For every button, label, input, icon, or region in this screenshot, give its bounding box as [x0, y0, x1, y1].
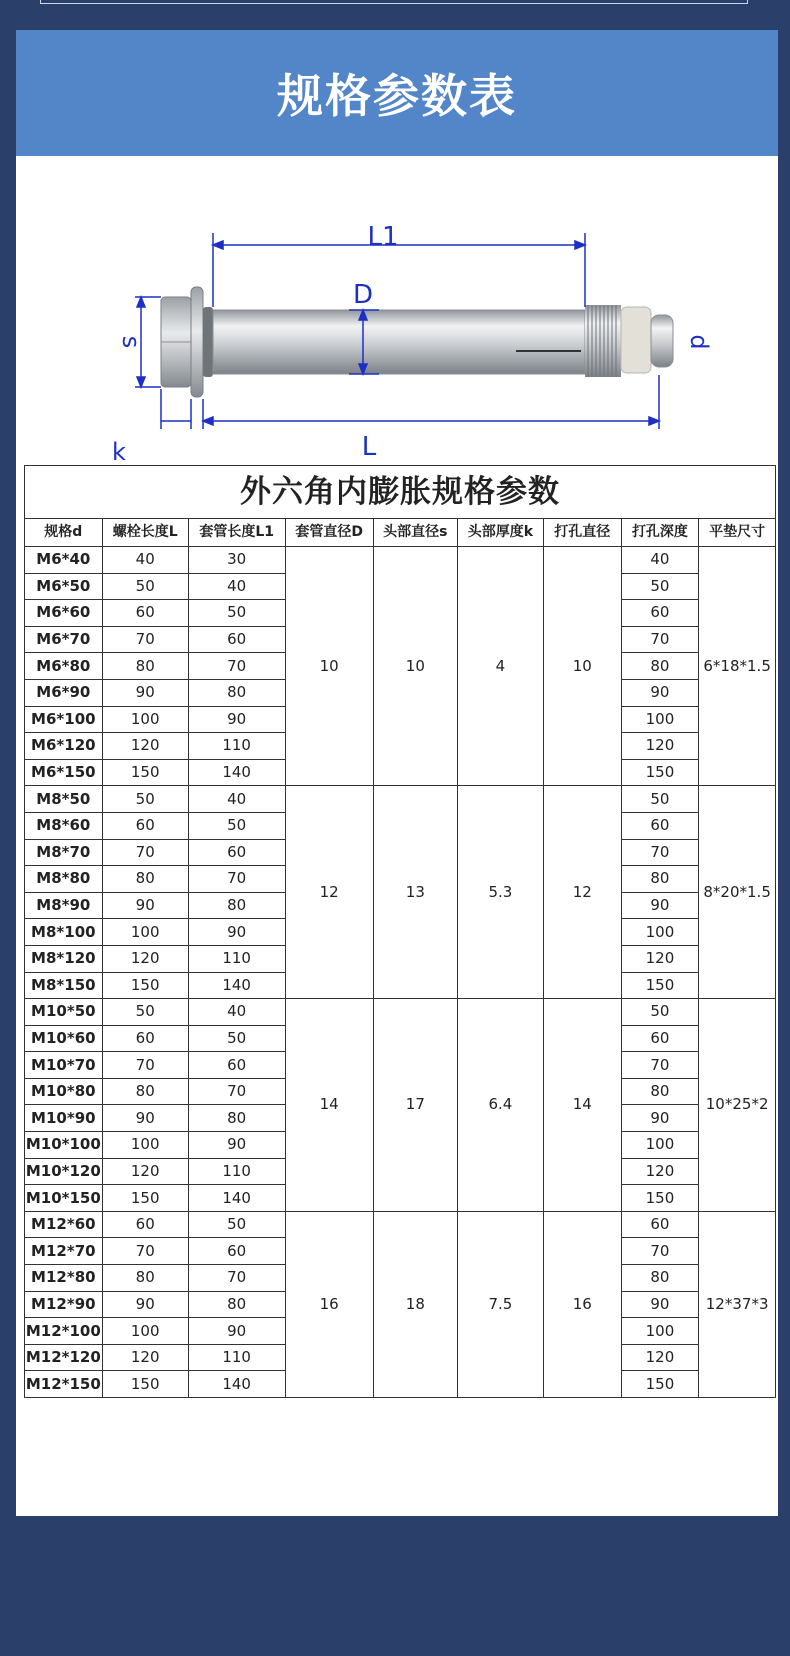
cell-bolt-length: 120 [102, 1344, 188, 1371]
cell-washer: 12*37*3 [699, 1211, 776, 1397]
cell-sleeve-length: 140 [188, 1185, 285, 1212]
cell-bolt-length: 60 [102, 1025, 188, 1052]
cell-hole-depth: 90 [621, 892, 699, 919]
cell-sleeve-length: 50 [188, 812, 285, 839]
cell-hole-depth: 80 [621, 1078, 699, 1105]
cell-bolt-length: 50 [102, 573, 188, 600]
cell-model: M8*60 [25, 812, 103, 839]
cell-sleeve-length: 90 [188, 706, 285, 733]
cell-model: M8*50 [25, 786, 103, 813]
cell-bolt-length: 100 [102, 706, 188, 733]
cell-hole-depth: 40 [621, 547, 699, 574]
cell-model: M10*80 [25, 1078, 103, 1105]
cell-model: M8*90 [25, 892, 103, 919]
cell-washer: 8*20*1.5 [699, 786, 776, 999]
cell-hole-depth: 150 [621, 759, 699, 786]
cell-hole-depth: 100 [621, 706, 699, 733]
cell-bolt-length: 90 [102, 1105, 188, 1132]
cell-model: M6*100 [25, 706, 103, 733]
title-banner [16, 30, 778, 156]
cell-model: M6*40 [25, 547, 103, 574]
cell-sleeve-diameter: 10 [285, 547, 373, 786]
cell-sleeve-length: 70 [188, 1078, 285, 1105]
cell-model: M6*60 [25, 600, 103, 627]
cell-hole-depth: 80 [621, 1265, 699, 1292]
cell-hole-depth: 120 [621, 1158, 699, 1185]
cell-hole-depth: 100 [621, 1318, 699, 1345]
cell-bolt-length: 150 [102, 1371, 188, 1398]
cell-sleeve-length: 40 [188, 573, 285, 600]
header-bolt-length: 螺栓长度L [102, 519, 188, 547]
cell-hole-depth: 90 [621, 679, 699, 706]
cell-model: M10*90 [25, 1105, 103, 1132]
cell-sleeve-length: 40 [188, 786, 285, 813]
cell-model: M6*80 [25, 653, 103, 680]
cell-hole-depth: 80 [621, 866, 699, 893]
cell-bolt-length: 80 [102, 1265, 188, 1292]
cell-bolt-length: 90 [102, 1291, 188, 1318]
cell-sleeve-length: 80 [188, 679, 285, 706]
cell-model: M10*50 [25, 999, 103, 1026]
cell-sleeve-length: 140 [188, 759, 285, 786]
cell-bolt-length: 100 [102, 919, 188, 946]
cell-model: M12*70 [25, 1238, 103, 1265]
cell-bolt-length: 90 [102, 679, 188, 706]
cell-bolt-length: 120 [102, 945, 188, 972]
cell-hole-diameter: 14 [543, 999, 621, 1212]
cell-bolt-length: 100 [102, 1132, 188, 1159]
bolt-tip [651, 315, 673, 367]
header-hole-depth: 打孔深度 [621, 519, 699, 547]
cell-sleeve-length: 110 [188, 945, 285, 972]
cell-model: M10*120 [25, 1158, 103, 1185]
header-washer: 平垫尺寸 [699, 519, 776, 547]
cell-model: M12*150 [25, 1371, 103, 1398]
cell-bolt-length: 70 [102, 626, 188, 653]
cell-hole-depth: 50 [621, 573, 699, 600]
cell-hole-depth: 50 [621, 999, 699, 1026]
cell-head-thickness: 4 [457, 547, 543, 786]
label-d: d [685, 334, 713, 350]
cell-hole-depth: 150 [621, 1371, 699, 1398]
top-frame-line [40, 0, 748, 4]
cell-sleeve-length: 90 [188, 919, 285, 946]
cell-washer: 10*25*2 [699, 999, 776, 1212]
cell-model: M8*70 [25, 839, 103, 866]
table-row [25, 786, 776, 813]
cell-model: M8*100 [25, 919, 103, 946]
label-L1: L1 [367, 222, 399, 252]
cell-hole-depth: 70 [621, 626, 699, 653]
cell-sleeve-length: 60 [188, 626, 285, 653]
cell-sleeve-diameter: 12 [285, 786, 373, 999]
cell-sleeve-length: 80 [188, 892, 285, 919]
cell-sleeve-length: 110 [188, 1158, 285, 1185]
spec-card [16, 30, 778, 1516]
cell-bolt-length: 60 [102, 600, 188, 627]
bolt-diagram [111, 215, 751, 495]
cell-model: M8*120 [25, 945, 103, 972]
cell-hole-depth: 100 [621, 1132, 699, 1159]
cell-bolt-length: 70 [102, 1238, 188, 1265]
cell-sleeve-length: 60 [188, 839, 285, 866]
cell-model: M8*150 [25, 972, 103, 999]
label-s: s [117, 335, 145, 349]
cell-sleeve-length: 50 [188, 1025, 285, 1052]
cell-sleeve-length: 140 [188, 972, 285, 999]
cell-sleeve-length: 50 [188, 1211, 285, 1238]
cell-model: M8*80 [25, 866, 103, 893]
nut-ring [203, 307, 213, 377]
header-row [25, 519, 776, 547]
cell-bolt-length: 100 [102, 1318, 188, 1345]
cell-sleeve-length: 50 [188, 600, 285, 627]
cell-sleeve-diameter: 14 [285, 999, 373, 1212]
cell-sleeve-length: 70 [188, 653, 285, 680]
cell-sleeve-length: 80 [188, 1105, 285, 1132]
cell-model: M6*120 [25, 733, 103, 760]
table-caption: 外六角内膨胀规格参数 [25, 466, 776, 519]
cell-bolt-length: 80 [102, 866, 188, 893]
cell-head-diameter: 18 [373, 1211, 457, 1397]
cell-model: M12*80 [25, 1265, 103, 1292]
cell-model: M6*70 [25, 626, 103, 653]
cell-hole-depth: 60 [621, 1211, 699, 1238]
cell-sleeve-length: 60 [188, 1052, 285, 1079]
cell-hole-depth: 150 [621, 1185, 699, 1212]
cell-head-diameter: 17 [373, 999, 457, 1212]
cell-sleeve-length: 80 [188, 1291, 285, 1318]
cell-bolt-length: 90 [102, 892, 188, 919]
header-hole-diameter: 打孔直径 [543, 519, 621, 547]
cell-model: M12*60 [25, 1211, 103, 1238]
cell-bolt-length: 120 [102, 1158, 188, 1185]
cell-hole-depth: 80 [621, 653, 699, 680]
header-sleeve-length: 套管长度L1 [188, 519, 285, 547]
cell-washer: 6*18*1.5 [699, 547, 776, 786]
cell-hole-depth: 120 [621, 945, 699, 972]
cell-hole-depth: 60 [621, 600, 699, 627]
cell-sleeve-length: 90 [188, 1318, 285, 1345]
cell-sleeve-length: 70 [188, 866, 285, 893]
label-L: L [361, 432, 377, 462]
cell-bolt-length: 80 [102, 653, 188, 680]
cell-sleeve-length: 110 [188, 1344, 285, 1371]
cell-model: M10*100 [25, 1132, 103, 1159]
cell-hole-depth: 50 [621, 786, 699, 813]
cell-model: M6*150 [25, 759, 103, 786]
header-model: 规格d [25, 519, 103, 547]
cell-head-diameter: 10 [373, 547, 457, 786]
cell-model: M10*150 [25, 1185, 103, 1212]
cell-model: M10*60 [25, 1025, 103, 1052]
cell-hole-depth: 60 [621, 1025, 699, 1052]
label-D: D [352, 280, 374, 310]
cell-hole-diameter: 12 [543, 786, 621, 999]
cell-head-thickness: 7.5 [457, 1211, 543, 1397]
cell-hole-depth: 90 [621, 1291, 699, 1318]
cell-sleeve-length: 70 [188, 1265, 285, 1292]
cell-model: M12*120 [25, 1344, 103, 1371]
cell-bolt-length: 150 [102, 759, 188, 786]
cell-hole-diameter: 10 [543, 547, 621, 786]
cell-bolt-length: 150 [102, 972, 188, 999]
cell-model: M10*70 [25, 1052, 103, 1079]
cell-bolt-length: 150 [102, 1185, 188, 1212]
page-title: 规格参数表 [277, 69, 517, 123]
cell-hole-diameter: 16 [543, 1211, 621, 1397]
cell-bolt-length: 70 [102, 1052, 188, 1079]
cell-sleeve-length: 30 [188, 547, 285, 574]
cell-bolt-length: 60 [102, 812, 188, 839]
header-head-diameter: 头部直径s [373, 519, 457, 547]
cell-sleeve-length: 90 [188, 1132, 285, 1159]
cell-hole-depth: 100 [621, 919, 699, 946]
washer [191, 287, 203, 397]
cell-hole-depth: 60 [621, 812, 699, 839]
cell-head-thickness: 5.3 [457, 786, 543, 999]
cell-hole-depth: 120 [621, 1344, 699, 1371]
table-row [25, 999, 776, 1026]
cell-head-diameter: 13 [373, 786, 457, 999]
cell-sleeve-length: 110 [188, 733, 285, 760]
cell-bolt-length: 120 [102, 733, 188, 760]
cell-bolt-length: 60 [102, 1211, 188, 1238]
label-k: k [112, 438, 126, 466]
table-row [25, 547, 776, 574]
cell-head-thickness: 6.4 [457, 999, 543, 1212]
cell-hole-depth: 70 [621, 1238, 699, 1265]
cell-sleeve-length: 140 [188, 1371, 285, 1398]
spec-table [24, 465, 776, 1398]
cell-hole-depth: 70 [621, 839, 699, 866]
cell-bolt-length: 50 [102, 999, 188, 1026]
cell-bolt-length: 70 [102, 839, 188, 866]
cell-sleeve-length: 40 [188, 999, 285, 1026]
cell-sleeve-length: 60 [188, 1238, 285, 1265]
cell-bolt-length: 50 [102, 786, 188, 813]
cell-model: M6*50 [25, 573, 103, 600]
header-sleeve-diameter: 套管直径D [285, 519, 373, 547]
cell-sleeve-diameter: 16 [285, 1211, 373, 1397]
sleeve [213, 310, 585, 374]
cell-bolt-length: 40 [102, 547, 188, 574]
cell-hole-depth: 120 [621, 733, 699, 760]
cell-bolt-length: 80 [102, 1078, 188, 1105]
table-row [25, 1211, 776, 1238]
bolt-illustration [111, 215, 751, 495]
plastic-ring [621, 307, 651, 373]
cell-hole-depth: 90 [621, 1105, 699, 1132]
cell-model: M12*90 [25, 1291, 103, 1318]
cell-model: M12*100 [25, 1318, 103, 1345]
cell-model: M6*90 [25, 679, 103, 706]
cell-hole-depth: 70 [621, 1052, 699, 1079]
cell-hole-depth: 150 [621, 972, 699, 999]
header-head-thickness: 头部厚度k [457, 519, 543, 547]
